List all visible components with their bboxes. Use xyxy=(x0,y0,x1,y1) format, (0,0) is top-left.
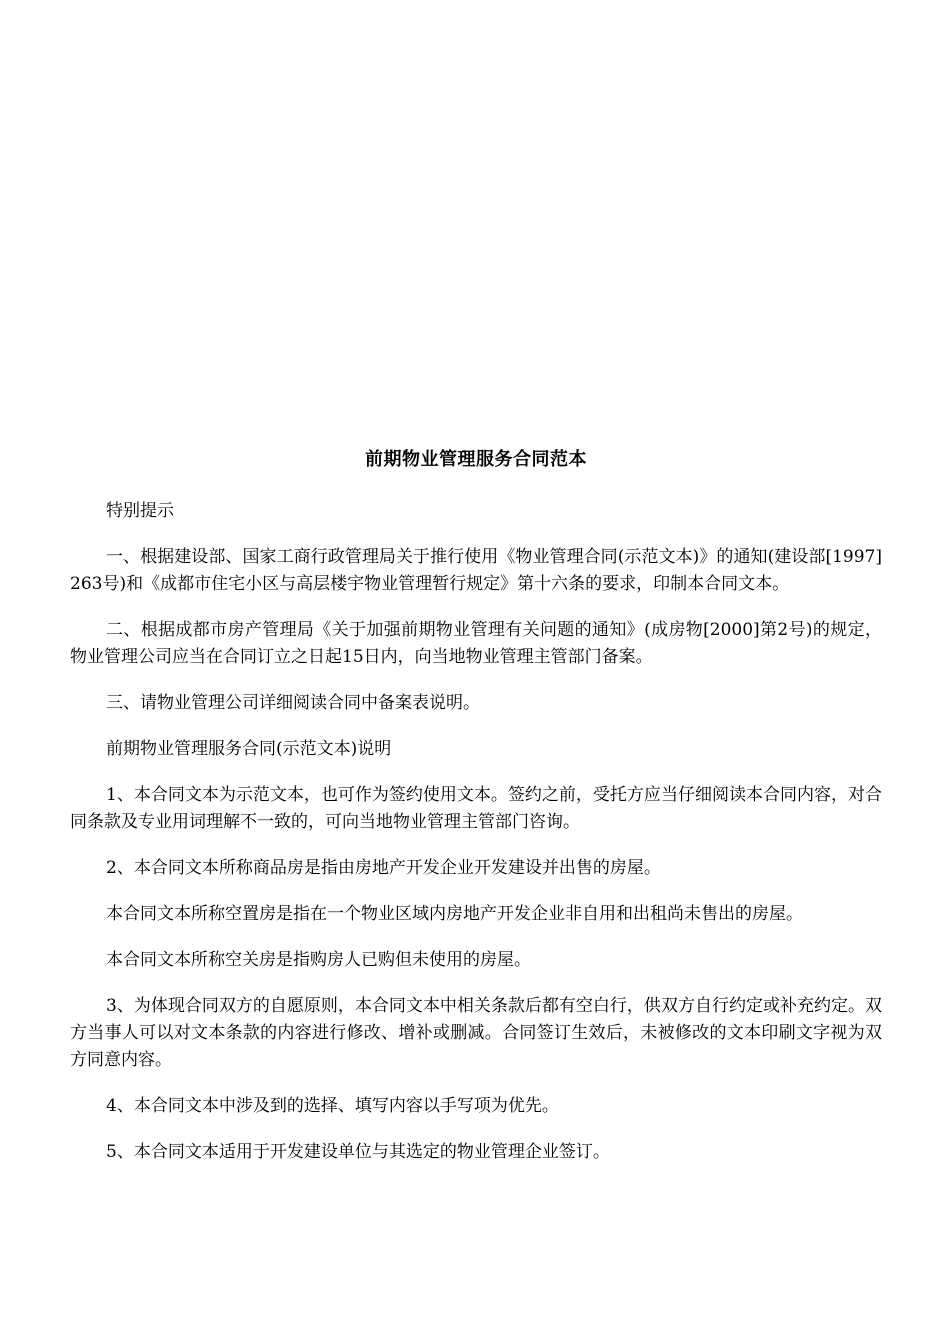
paragraph-vacant-house: 本合同文本所称空置房是指在一个物业区域内房地产开发企业非自用和出租尚未售出的房屋。 xyxy=(106,904,803,924)
paragraph-special-notice: 特别提示 xyxy=(106,501,174,521)
paragraph-notice-2: 二、根据成都市房产管理局《关于加强前期物业管理有关问题的通知》(成房物[2000]第2号)的规定，物业管理公司应当在合同订立之日起15日内，向当地物业管理主管部门备案。 xyxy=(70,620,882,667)
paragraph-explanation-1: 1、本合同文本为示范文本，也可作为签约使用文本。签约之前，受托方应当仔细阅读本合同内容，对合同条款及专业用词理解不一致的，可向当地物业管理主管部门咨询。 xyxy=(70,785,882,832)
paragraph-explanation-5: 5、本合同文本适用于开发建设单位与其选定的物业管理企业签订。 xyxy=(106,1142,610,1162)
paragraph-explanation-4: 4、本合同文本中涉及到的选择、填写内容以手写项为优先。 xyxy=(106,1096,559,1116)
paragraph-notice-3: 三、请物业管理公司详细阅读合同中备案表说明。 xyxy=(106,693,480,713)
paragraph-explanation-heading: 前期物业管理服务合同(示范文本)说明 xyxy=(106,739,392,759)
document-page xyxy=(70,444,882,1185)
paragraph-unused-house: 本合同文本所称空关房是指购房人已购但未使用的房屋。 xyxy=(106,950,531,970)
paragraph-notice-1: 一、根据建设部、国家工商行政管理局关于推行使用《物业管理合同(示范文本)》的通知(建设部[1997]263号)和《成都市住宅小区与高层楼宇物业管理暂行规定》第十六条的要求，印制本合同文本。 xyxy=(70,547,882,594)
paragraph-explanation-3: 3、为体现合同双方的自愿原则，本合同文本中相关条款后都有空白行，供双方自行约定或补充约定。双方当事人可以对文本条款的内容进行修改、增补或删减。合同签订生效后，未被修改的文本印刷文字视为双方同意内容。 xyxy=(70,996,882,1070)
paragraph-explanation-2: 2、本合同文本所称商品房是指由房地产开发企业开发建设并出售的房屋。 xyxy=(106,858,661,878)
document-title: 前期物业管理服务合同范本 xyxy=(365,449,587,470)
